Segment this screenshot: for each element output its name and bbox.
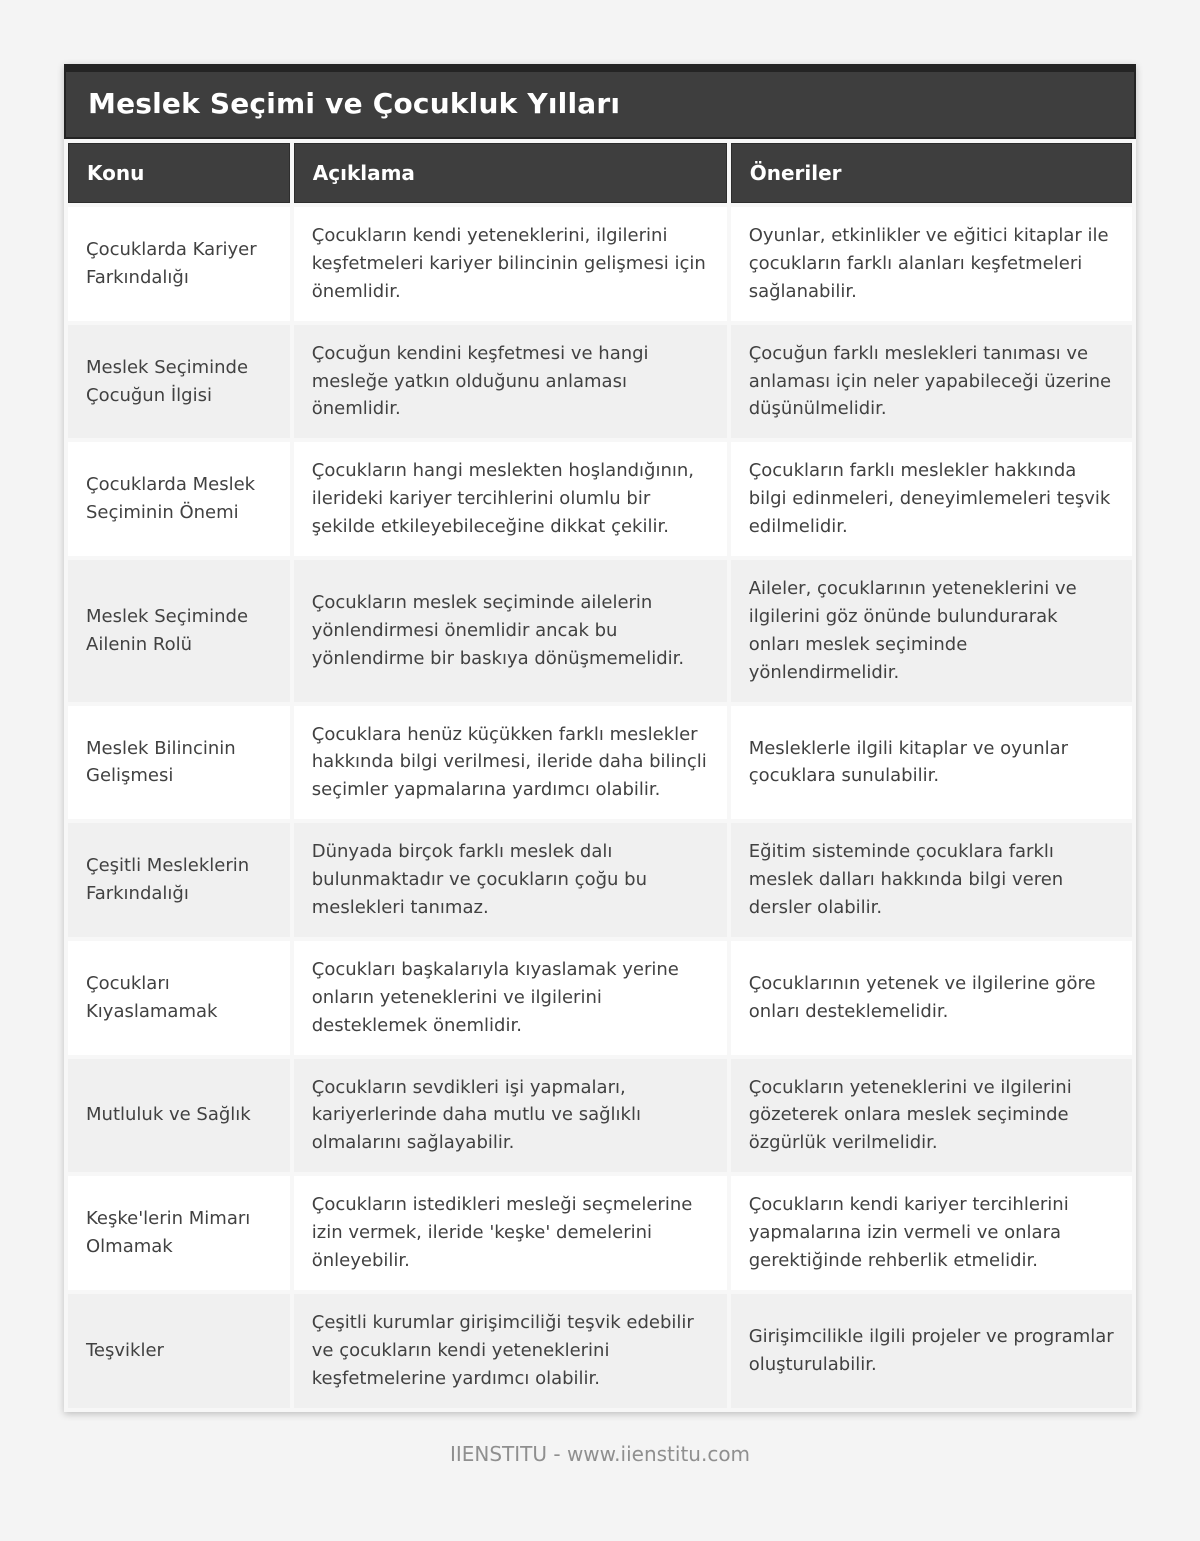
description-cell: Çocuğun kendini keşfetmesi ve hangi mesleğe yatkın olduğunu anlaması önemlidir.	[294, 325, 727, 439]
page-title: Meslek Seçimi ve Çocukluk Yılları	[64, 64, 1136, 139]
topic-cell: Çocuklarda Kariyer Farkındalığı	[68, 207, 290, 321]
suggestions-cell: Oyunlar, etkinlikler ve eğitici kitaplar ile çocukların farklı alanları keşfetmeleri sağlanabilir.	[731, 207, 1132, 321]
table-header-row	[68, 143, 1132, 203]
suggestions-cell: Çocuğun farklı meslekleri tanıması ve anlaması için neler yapabileceği üzerine düşünülmelidir.	[731, 325, 1132, 439]
description-cell: Çocukların istedikleri mesleği seçmelerine izin vermek, ileride 'keşke' demelerini önleyebilir.	[294, 1176, 727, 1290]
table-row	[68, 823, 1132, 937]
topic-cell: Keşke'lerin Mimarı Olmamak	[68, 1176, 290, 1290]
suggestions-cell: Çocukların kendi kariyer tercihlerini yapmalarına izin vermeli ve onlara gerektiğinde rehberlik etmelidir.	[731, 1176, 1132, 1290]
topic-cell: Meslek Seçiminde Ailenin Rolü	[68, 560, 290, 702]
table-row	[68, 941, 1132, 1055]
topic-cell: Mutluluk ve Sağlık	[68, 1059, 290, 1173]
table-row	[68, 560, 1132, 702]
column-header-konu: Konu	[68, 143, 290, 203]
suggestions-cell: Girişimcilikle ilgili projeler ve programlar oluşturulabilir.	[731, 1294, 1132, 1408]
suggestions-cell: Çocukların farklı meslekler hakkında bilgi edinmeleri, deneyimlemeleri teşvik edilmelidir.	[731, 442, 1132, 556]
description-cell: Çocukların sevdikleri işi yapmaları, kariyerlerinde daha mutlu ve sağlıklı olmalarını sağlayabilir.	[294, 1059, 727, 1173]
suggestions-cell: Çocuklarının yetenek ve ilgilerine göre onları desteklemelidir.	[731, 941, 1132, 1055]
description-cell: Çocukların meslek seçiminde ailelerin yönlendirmesi önemlidir ancak bu yönlendirme bir baskıya dönüşmemelidir.	[294, 560, 727, 702]
description-cell: Dünyada birçok farklı meslek dalı bulunmaktadır ve çocukların çoğu bu meslekleri tanımaz.	[294, 823, 727, 937]
topic-cell: Meslek Seçiminde Çocuğun İlgisi	[68, 325, 290, 439]
description-cell: Çeşitli kurumlar girişimciliği teşvik edebilir ve çocukların kendi yeteneklerini keşfetmelerine yardımcı olabilir.	[294, 1294, 727, 1408]
description-cell: Çocukların kendi yeteneklerini, ilgilerini keşfetmeleri kariyer bilincinin gelişmesi için önemlidir.	[294, 207, 727, 321]
topic-cell: Çeşitli Mesleklerin Farkındalığı	[68, 823, 290, 937]
career-topics-table	[64, 139, 1136, 1412]
topic-cell: Çocuklarda Meslek Seçiminin Önemi	[68, 442, 290, 556]
table-row	[68, 325, 1132, 439]
table-row	[68, 1176, 1132, 1290]
table-row	[68, 442, 1132, 556]
column-header-aciklama: Açıklama	[294, 143, 727, 203]
description-cell: Çocukların hangi meslekten hoşlandığının, ilerideki kariyer tercihlerini olumlu bir şekilde etkileyebileceğine dikkat çekilir.	[294, 442, 727, 556]
topic-cell: Meslek Bilincinin Gelişmesi	[68, 706, 290, 820]
suggestions-cell: Mesleklerle ilgili kitaplar ve oyunlar çocuklara sunulabilir.	[731, 706, 1132, 820]
description-cell: Çocukları başkalarıyla kıyaslamak yerine onların yeteneklerini ve ilgilerini desteklemek önemlidir.	[294, 941, 727, 1055]
suggestions-cell: Çocukların yeteneklerini ve ilgilerini gözeterek onlara meslek seçiminde özgürlük verilmelidir.	[731, 1059, 1132, 1173]
topic-cell: Çocukları Kıyaslamamak	[68, 941, 290, 1055]
footer-credit: IIENSTITU - www.iienstitu.com	[449, 1441, 751, 1466]
suggestions-cell: Eğitim sisteminde çocuklara farklı meslek dalları hakkında bilgi veren dersler olabilir.	[731, 823, 1132, 937]
topic-cell: Teşvikler	[68, 1294, 290, 1408]
table-row	[68, 1059, 1132, 1173]
suggestions-cell: Aileler, çocuklarının yeteneklerini ve ilgilerini göz önünde bulundurarak onları meslek seçiminde yönlendirmelidir.	[731, 560, 1132, 702]
table-row	[68, 1294, 1132, 1408]
table-row	[68, 207, 1132, 321]
table-body	[68, 207, 1132, 1408]
career-table-card	[64, 64, 1136, 1412]
description-cell: Çocuklara henüz küçükken farklı meslekler hakkında bilgi verilmesi, ileride daha bilinçli seçimler yapmalarına yardımcı olabilir.	[294, 706, 727, 820]
column-header-oneriler: Öneriler	[731, 143, 1132, 203]
table-row	[68, 706, 1132, 820]
